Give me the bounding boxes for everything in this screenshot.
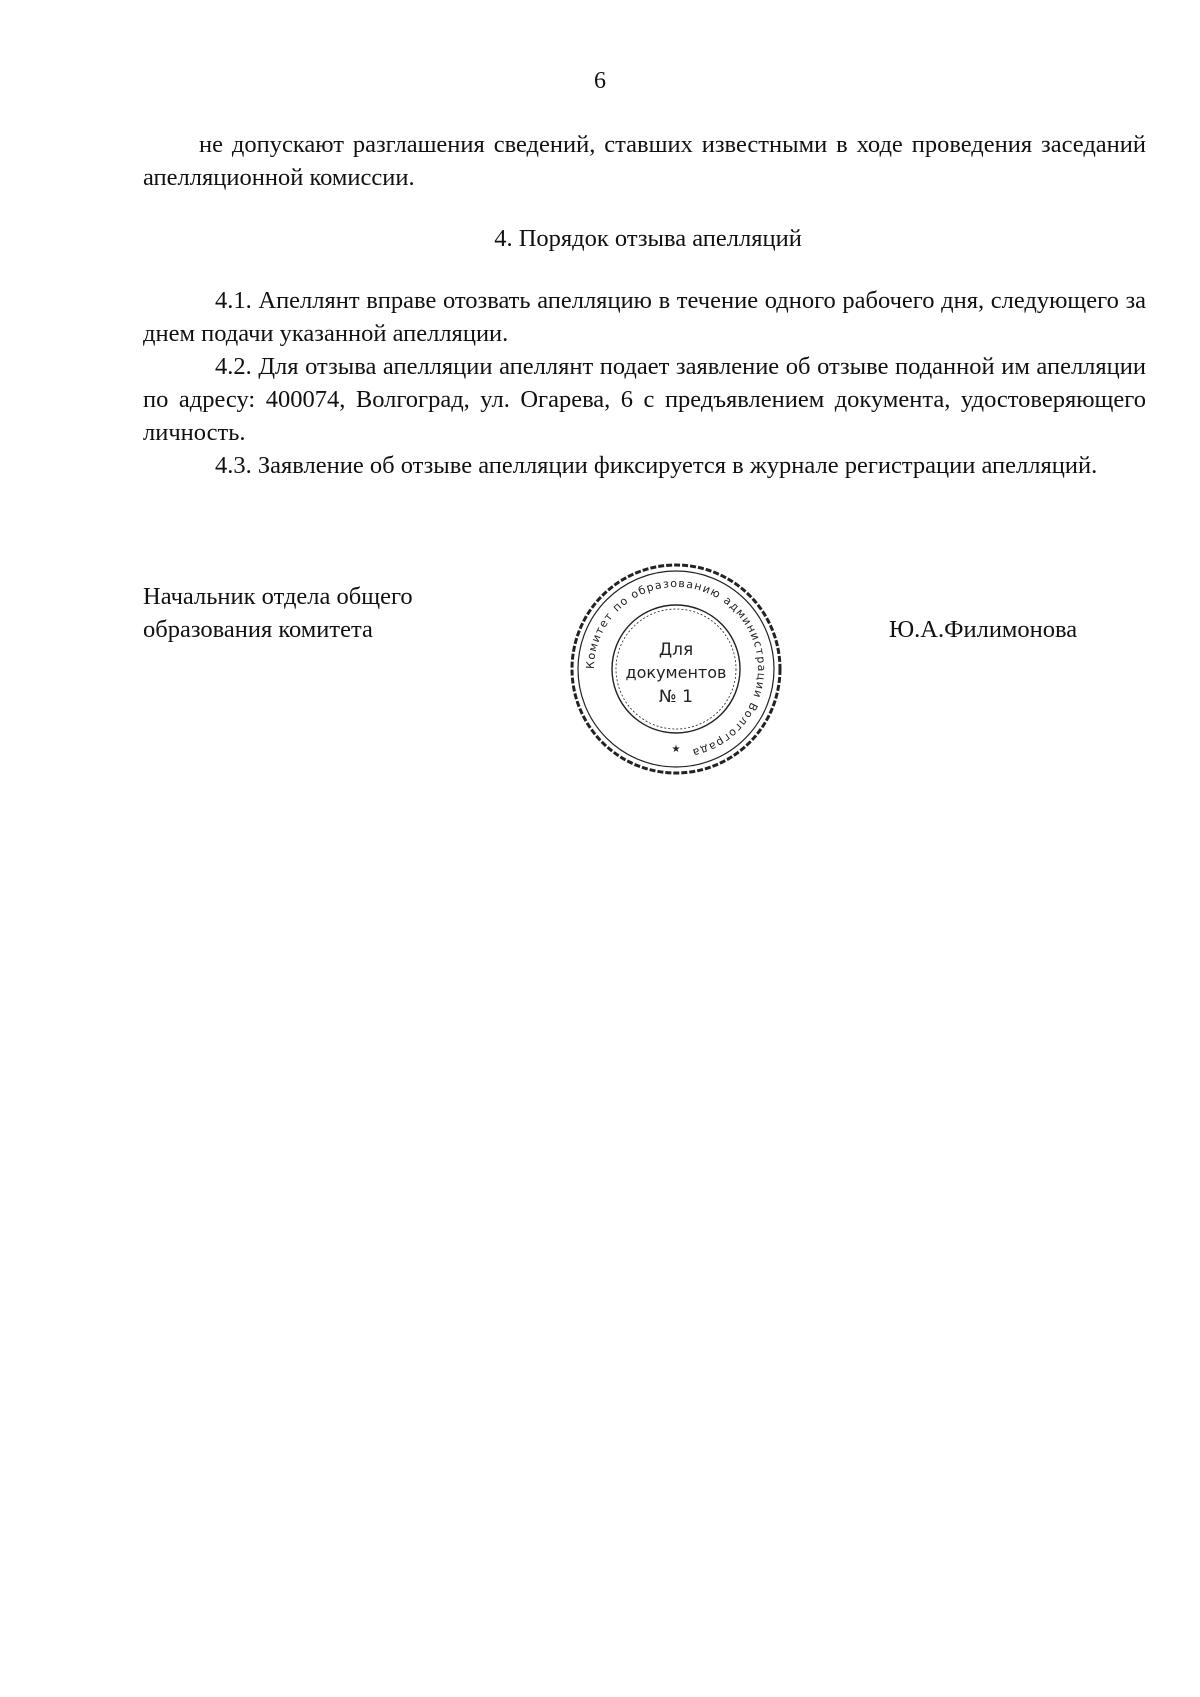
- stamp-star-icon: ★: [671, 744, 681, 755]
- page-number: 6: [594, 68, 606, 94]
- signatory-position-line2: образования комитета: [143, 616, 373, 643]
- section-heading: 4. Порядок отзыва апелляций: [494, 225, 802, 252]
- section-item-4-3: 4.3. Заявление об отзыве апелляции фиксируется в журнале регистрации апелляций.: [215, 452, 1098, 479]
- stamp-ring-text: Комитет по образованию администрации Волгограда: [583, 576, 769, 760]
- signatory-position: [143, 580, 413, 646]
- stamp-center-line1: Для: [658, 640, 694, 660]
- intro-paragraph: не допускают разглашения сведений, ставших известными в ходе проведения заседаний апелляционной комиссии.: [143, 131, 1146, 191]
- signatory-name: Ю.А.Филимонова: [889, 616, 1078, 643]
- signatory-position-line1: Начальник отдела общего: [143, 583, 413, 610]
- section-items: [143, 284, 1146, 482]
- intro-block: [143, 128, 1146, 194]
- stamp-center-line2: документов: [625, 663, 727, 682]
- section-item-4-2: 4.2. Для отзыва апелляции апеллянт подает заявление об отзыве поданной им апелляции по адресу: 400074, Волгоград, ул. Огарева, 6 с предъявлением документа, удостоверяющего личность.: [143, 353, 1146, 446]
- stamp-center-line3: № 1: [659, 687, 693, 707]
- section-item-4-1: 4.1. Апеллянт вправе отозвать апелляцию в течение одного рабочего дня, следующего за днем подачи указанной апелляции.: [143, 287, 1146, 347]
- round-seal-stamp: [569, 562, 783, 776]
